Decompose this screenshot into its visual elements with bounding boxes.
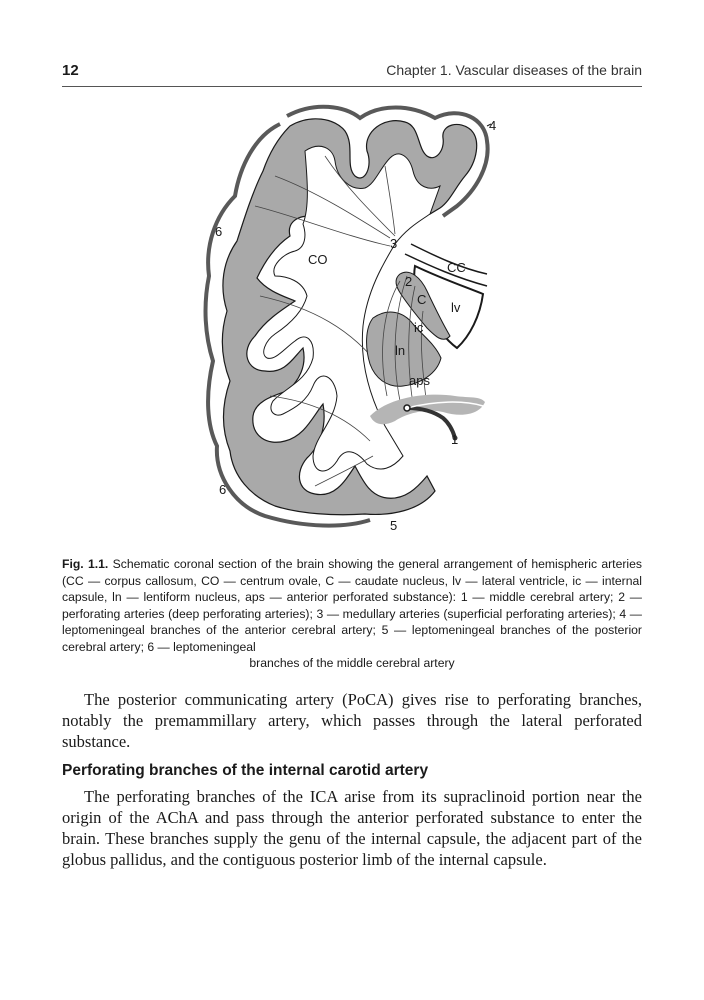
paragraph-poca: The posterior communicating artery (PoCA) gives rise to perforating branches, notably the premammillary artery, which passes through the lateral perforated substance. bbox=[62, 690, 642, 751]
label-aps: aps bbox=[409, 373, 430, 388]
label-ic: ic bbox=[414, 320, 424, 335]
label-6-lower: 6 bbox=[219, 482, 227, 497]
label-3: 3 bbox=[390, 236, 398, 251]
section-heading: Perforating branches of the internal carotid artery bbox=[62, 762, 429, 779]
label-1: 1 bbox=[451, 432, 459, 447]
brain-section-figure bbox=[195, 96, 495, 536]
label-c: C bbox=[417, 292, 427, 307]
label-cc: CC bbox=[447, 260, 466, 275]
page-header bbox=[62, 62, 642, 82]
label-2: 2 bbox=[405, 274, 413, 289]
caption-text-last: branches of the middle cerebral artery bbox=[249, 656, 455, 670]
label-5: 5 bbox=[390, 518, 398, 533]
mca-origin bbox=[404, 405, 410, 411]
label-6-upper: 6 bbox=[215, 224, 223, 239]
label-4: 4 bbox=[489, 118, 497, 133]
paragraph-ica-perforating: The perforating branches of the ICA arise from its supraclinoid portion near the origin of the AChA and pass through the anterior perforated substance to enter the brain. These branches supply the genu of the internal capsule, the adjacent part of the globus pallidus, and the contiguous posterior limb of the internal capsule. bbox=[62, 787, 642, 869]
figure-caption bbox=[62, 556, 642, 672]
page-number: 12 bbox=[62, 62, 79, 79]
label-co: CO bbox=[308, 252, 328, 267]
caption-text: Schematic coronal section of the brain showing the general arrangement of hemispheric arteries (CC — corpus callosum, CO — centrum ovale, C — caudate nucleus, lv — lateral ventricle, ic — internal capsule, ln — lentiform nucleus, aps — anterior perforated substance): 1 — middle cerebral artery; 2 — perforating arteries (deep perforating arteries); 3 — medullary arteries (superficial perforating arteries); 4 — leptomeningeal branches of the anterior cerebral artery; 5 — leptomeningeal branches of the posterior cerebral artery; 6 — leptomeningeal bbox=[62, 557, 642, 654]
running-head: Chapter 1. Vascular diseases of the brain bbox=[386, 62, 642, 78]
brain-section-diagram bbox=[195, 96, 495, 536]
caption-label: Fig. 1.1. bbox=[62, 557, 109, 571]
header-rule bbox=[62, 86, 642, 87]
label-lv: lv bbox=[451, 300, 461, 315]
label-ln: ln bbox=[395, 343, 406, 358]
